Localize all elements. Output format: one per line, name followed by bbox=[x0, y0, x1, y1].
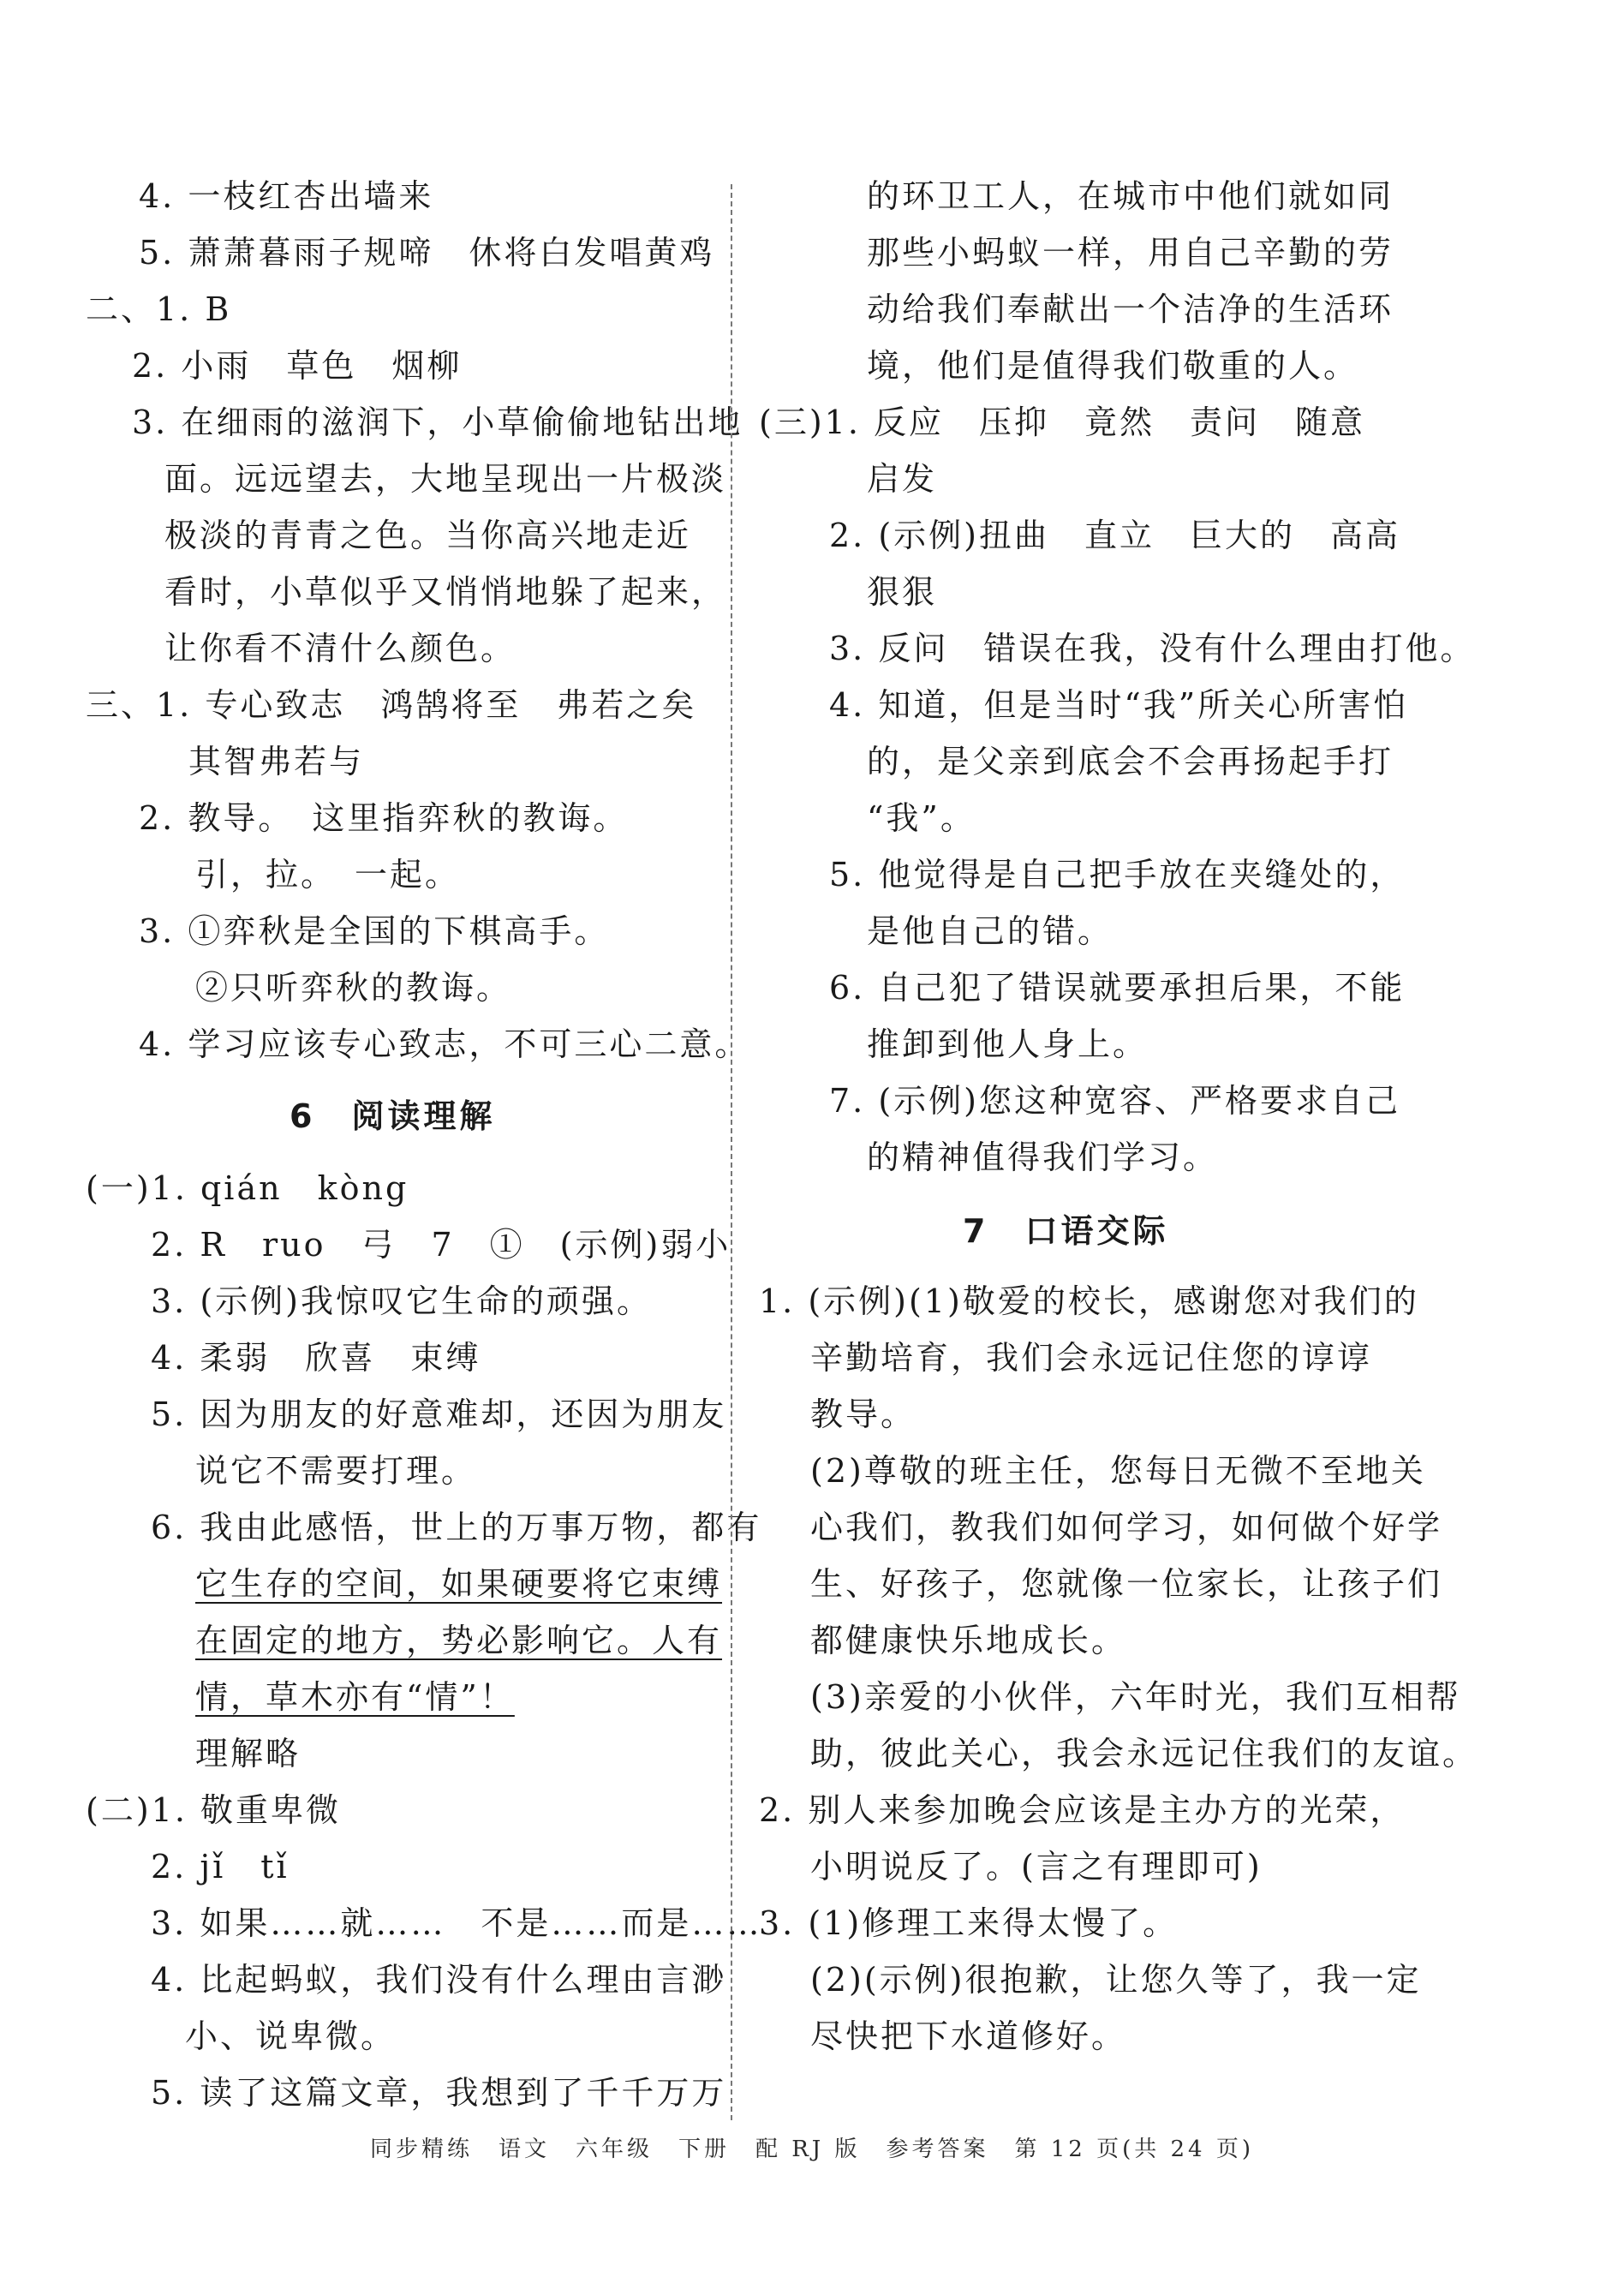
answer-line: 辛勤培育，我们会永远记住您的谆谆 bbox=[810, 1339, 1373, 1377]
answer-line: 说它不需要打理。 bbox=[195, 1452, 477, 1490]
answer-line: (2)尊敬的班主任，您每日无微不至地关 bbox=[810, 1452, 1426, 1490]
answer-line: 二、1. B bbox=[86, 290, 232, 328]
answer-line: 极淡的青青之色。当你高兴地走近 bbox=[164, 517, 692, 554]
answer-line: 6. 我由此感悟，世上的万事万物，都有 bbox=[151, 1509, 762, 1546]
answer-line: (二)1. 敬重卑微 bbox=[86, 1791, 341, 1829]
answer-line: 助，彼此关心，我会永远记住我们的友谊。 bbox=[810, 1735, 1478, 1772]
answer-line: 狠狠 bbox=[867, 573, 938, 611]
answer-line: 5. 读了这篇文章，我想到了千千万万 bbox=[151, 2074, 727, 2112]
answer-line: 看时，小草似乎又悄悄地躲了起来， bbox=[164, 573, 727, 611]
answer-line: 4. 柔弱 欣喜 束缚 bbox=[151, 1339, 481, 1377]
answer-line: 6. 自己犯了错误就要承担后果，不能 bbox=[829, 969, 1406, 1007]
answer-line: 面。远远望去，大地呈现出一片极淡 bbox=[164, 460, 727, 498]
answer-line: 小明说反了。(言之有理即可) bbox=[810, 1848, 1263, 1886]
answer-line: 教导。 bbox=[810, 1396, 916, 1433]
answer-line: 2. jǐ tǐ bbox=[151, 1848, 290, 1886]
answer-line: 生、好孩子，您就像一位家长，让孩子们 bbox=[810, 1565, 1443, 1603]
underlined-answer-line: 它生存的空间，如果硬要将它束缚 bbox=[195, 1565, 723, 1603]
answer-line: 其智弗若与 bbox=[188, 743, 365, 780]
answer-line: 7. (示例)您这种宽容、严格要求自己 bbox=[829, 1082, 1400, 1120]
answer-line: 尽快把下水道修好。 bbox=[810, 2017, 1127, 2055]
answer-line: ②只听弈秋的教诲。 bbox=[195, 969, 512, 1007]
answer-line: 2. R ruo 弓 7 ① (示例)弱小 bbox=[151, 1226, 731, 1264]
answer-line: 理解略 bbox=[195, 1735, 302, 1772]
answer-line: 3. (1)修理工来得太慢了。 bbox=[759, 1904, 1179, 1942]
answer-line: 4. 知道，但是当时“我”所关心所害怕 bbox=[829, 686, 1409, 724]
answer-line: 2. (示例)扭曲 直立 巨大的 高高 bbox=[829, 517, 1400, 554]
answer-line: 5. 他觉得是自己把手放在夹缝处的， bbox=[829, 856, 1406, 893]
answer-line: 动给我们奉献出一个洁净的生活环 bbox=[867, 290, 1394, 328]
answer-line: (三)1. 反应 压抑 竟然 责问 随意 bbox=[759, 403, 1365, 441]
page-footer: 同步精练 语文 六年级 下册 配 RJ 版 参考答案 第 12 页(共 24 页) bbox=[369, 2137, 1255, 2162]
answer-line: 三、1. 专心致志 鸿鹄将至 弗若之矣 bbox=[86, 686, 697, 724]
section-heading-reading: 6 阅读理解 bbox=[290, 1097, 496, 1135]
underlined-answer-line: 情，草木亦有“情”！ bbox=[195, 1678, 515, 1716]
answer-line: 4. 比起蚂蚁，我们没有什么理由言渺 bbox=[151, 1961, 727, 1999]
answer-line: “我”。 bbox=[867, 799, 976, 837]
answer-line: 让你看不清什么颜色。 bbox=[164, 630, 516, 667]
answer-line: 都健康快乐地成长。 bbox=[810, 1622, 1127, 1659]
answer-line: 4. 一枝红杏出墙来 bbox=[139, 177, 434, 215]
underlined-answer-line: 在固定的地方，势必影响它。人有 bbox=[195, 1622, 723, 1659]
answer-line: 3. 如果……就…… 不是……而是…… bbox=[151, 1904, 762, 1942]
answer-line: 的精神值得我们学习。 bbox=[867, 1139, 1219, 1176]
answer-line: 启发 bbox=[867, 460, 938, 498]
answer-line: (3)亲爱的小伙伴，六年时光，我们互相帮 bbox=[810, 1678, 1461, 1716]
answer-line: 心我们，教我们如何学习，如何做个好学 bbox=[810, 1509, 1443, 1546]
answer-line: 是他自己的错。 bbox=[867, 912, 1114, 950]
answer-line: 推卸到他人身上。 bbox=[867, 1025, 1149, 1063]
answer-line: 4. 学习应该专心致志，不可三心二意。 bbox=[139, 1025, 750, 1063]
answer-line: 3. (示例)我惊叹它生命的顽强。 bbox=[151, 1282, 652, 1320]
answer-line: 2. 教导。 这里指弈秋的教诲。 bbox=[139, 799, 629, 837]
answer-line: 境，他们是值得我们敬重的人。 bbox=[867, 347, 1359, 385]
answer-line: 3. ①弈秋是全国的下棋高手。 bbox=[139, 912, 610, 950]
answer-line: 那些小蚂蚁一样，用自己辛勤的劳 bbox=[867, 234, 1394, 272]
answer-line: 的，是父亲到底会不会再扬起手打 bbox=[867, 743, 1394, 780]
answer-line: 2. 小雨 草色 烟柳 bbox=[132, 347, 463, 385]
answer-line: 的环卫工人，在城市中他们就如同 bbox=[867, 177, 1394, 215]
answer-line: 引，拉。 一起。 bbox=[195, 856, 461, 893]
answer-line: 5. 萧萧暮雨子规啼 休将白发唱黄鸡 bbox=[139, 234, 715, 272]
section-heading-oral: 7 口语交际 bbox=[963, 1212, 1169, 1250]
column-divider bbox=[731, 184, 732, 2120]
answer-line: 5. 因为朋友的好意难却，还因为朋友 bbox=[151, 1396, 727, 1433]
answer-line: (2)(示例)很抱歉，让您久等了，我一定 bbox=[810, 1961, 1422, 1999]
answer-line: (一)1. qián kòng bbox=[86, 1169, 409, 1207]
answer-line: 3. 在细雨的滋润下，小草偷偷地钻出地 bbox=[132, 403, 743, 441]
answer-line: 1. (示例)(1)敬爱的校长，感谢您对我们的 bbox=[759, 1282, 1419, 1320]
answer-line: 小、说卑微。 bbox=[185, 2017, 397, 2055]
answer-line: 2. 别人来参加晚会应该是主办方的光荣， bbox=[759, 1791, 1406, 1829]
answer-line: 3. 反问 错误在我，没有什么理由打他。 bbox=[829, 630, 1476, 667]
